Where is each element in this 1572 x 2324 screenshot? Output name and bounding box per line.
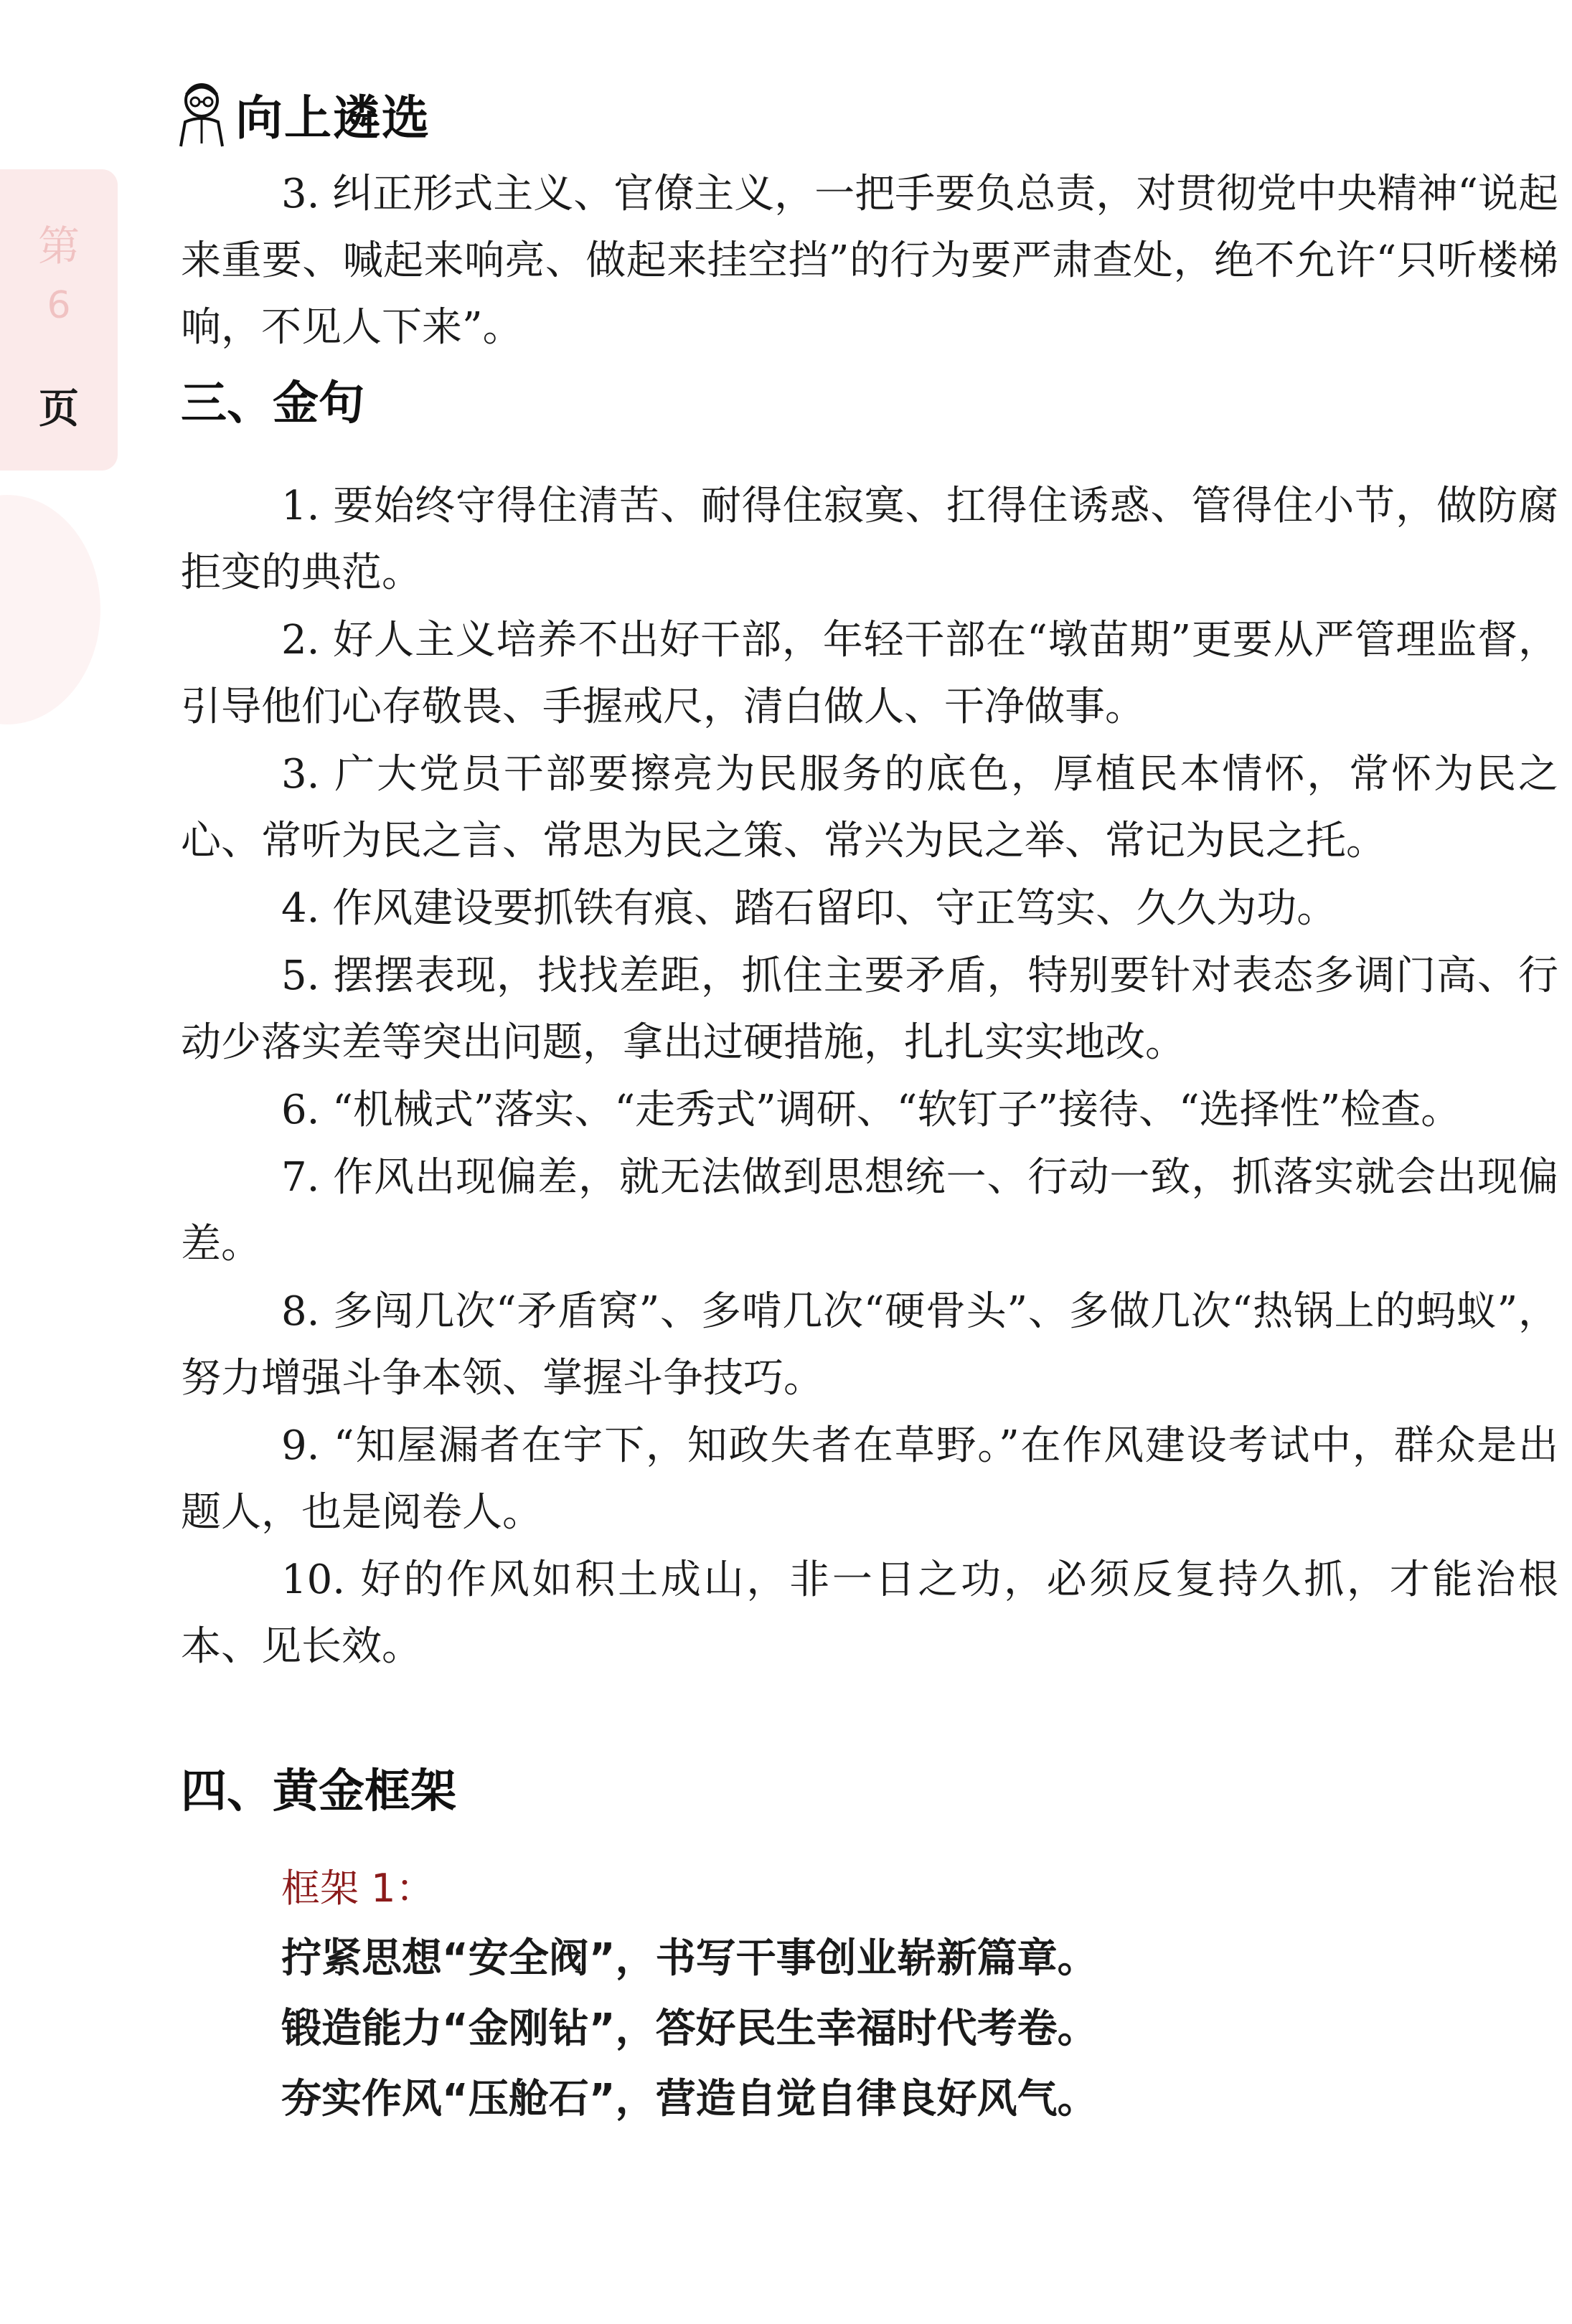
intro-item-3: 3. 纠正形式主义、官僚主义，一把手要负总责，对贯彻党中央精神“说起来重要、喊起来响亮、做起来挂空挡”的行为要严肃查处，绝不允许“只听楼梯响，不见人下来”。 xyxy=(181,171,1558,351)
page-tab-number: 6 xyxy=(47,284,71,327)
list-item: 8. 多闯几次“矛盾窝”、多啃几次“硬骨头”、多做几次“热锅上的蚂蚁”，努力增强斗争本领、掌握斗争技巧。 xyxy=(181,1288,1558,1402)
framework-line: 拧紧思想“安全阀”，书写干事创业崭新篇章。 xyxy=(281,1935,1098,1982)
list-item: 10. 好的作风如积土成山，非一日之功，必须反复持久抓，才能治根本、见长效。 xyxy=(181,1557,1558,1670)
framework-line: 夯实作风“压舱石”，营造自觉自律良好风气。 xyxy=(281,2076,1098,2122)
page-number-tab xyxy=(0,169,118,471)
framework-block xyxy=(181,1853,1558,2135)
decorative-circle xyxy=(0,495,100,724)
list-item: 7. 作风出现偏差，就无法做到思想统一、行动一致，抓落实就会出现偏差。 xyxy=(181,1154,1558,1267)
list-item: 6. “机械式”落实、“走秀式”调研、“软钉子”接待、“选择性”检查。 xyxy=(281,1087,1462,1133)
list-item: 9. “知屋漏者在宇下，知政失者在草野。”在作风建设考试中，群众是出题人，也是阅卷人。 xyxy=(181,1422,1558,1536)
header-brand xyxy=(175,77,430,149)
list-item: 5. 摆摆表现，找找差距，抓住主要矛盾，特别要针对表态多调门高、行动少落实差等突出问题，拿出过硬措施，扎扎实实地改。 xyxy=(181,953,1558,1066)
page-tab-char-1: 第 xyxy=(37,222,80,270)
framework-title: 框架 1： xyxy=(281,1866,435,1911)
list-item: 3. 广大党员干部要擦亮为民服务的底色，厚植民本情怀，常怀为民之心、常听为民之言、常思为民之策、常兴为民之举、常记为民之托。 xyxy=(181,751,1558,864)
list-item: 4. 作风建设要抓铁有痕、踏石留印、守正笃实、久久为功。 xyxy=(281,885,1337,932)
section-title-golden-sentences: 三、金句 xyxy=(181,377,364,430)
main-content xyxy=(181,161,1558,2135)
page-tab-char-3: 页 xyxy=(39,386,79,433)
framework-line: 锻造能力“金刚钻”，答好民生幸福时代考卷。 xyxy=(281,2006,1098,2052)
scholar-avatar-icon xyxy=(175,79,228,148)
brand-title: 向上遴选 xyxy=(235,90,430,146)
golden-sentence-list xyxy=(181,473,1558,1680)
section-title-golden-framework: 四、黄金框架 xyxy=(181,1765,456,1818)
list-item: 1. 要始终守得住清苦、耐得住寂寞、扛得住诱惑、管得住小节，做防腐拒变的典范。 xyxy=(181,483,1558,596)
list-item: 2. 好人主义培养不出好干部，年轻干部在“墩苗期”更要从严管理监督，引导他们心存敬畏、手握戒尺，清白做人、干净做事。 xyxy=(181,617,1558,730)
